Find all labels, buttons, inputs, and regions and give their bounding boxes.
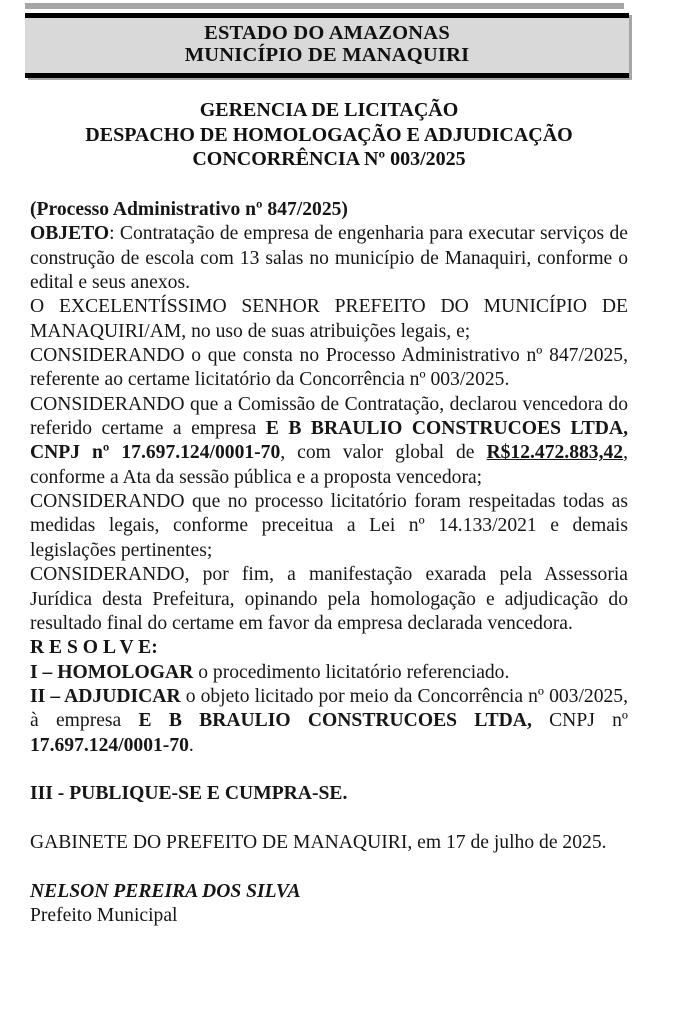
paragraph: GABINETE DO PREFEITO DE MANAQUIRI, em 17 de julho de 2025.	[30, 831, 607, 853]
paragraph: Prefeito Municipal	[30, 904, 178, 926]
paragraph: II – ADJUDICAR o objeto licitado por meio da Concorrência nº 003/2025, à empresa E B BRAULIO CONSTRUCOES LTDA, CNPJ nº 17.697.124/0001-70.	[30, 685, 628, 756]
paragraph: O EXCELENTÍSSIMO SENHOR PREFEITO DO MUNICÍPIO DE MANAQUIRI/AM, no uso de suas atribuições legais, e;	[30, 296, 628, 342]
letterhead-municipality: MUNICÍPIO DE MANAQUIRI	[184, 43, 470, 66]
letterhead-state: ESTADO DO AMAZONAS	[204, 22, 450, 44]
paragraph: III - PUBLIQUE-SE E CUMPRA-SE.	[30, 783, 348, 805]
top-rule-shadow	[25, 3, 624, 9]
blank-line	[30, 855, 628, 879]
paragraph: CONSIDERANDO, por fim, a manifestação exarada pela Assessoria Jurídica desta Prefeitura, opinando pela homologação e adjudicação do resultado final do certame em favor da empresa declarada vencedora.	[30, 564, 628, 634]
title-line-bid-number: CONCORRÊNCIA Nº 003/2025	[192, 148, 466, 170]
paragraph: (Processo Administrativo nº 847/2025)	[30, 199, 348, 220]
paragraph: I – HOMOLOGAR o procedimento licitatório referenciado.	[30, 661, 510, 683]
paragraph: CONSIDERANDO que no processo licitatório foram respeitadas todas as medidas legais, conforme preceitua a Lei nº 14.133/2021 e demais legislações pertinentes;	[30, 491, 628, 561]
paragraph: R E S O L V E:	[30, 637, 158, 659]
title-line-department: GERENCIA DE LICITAÇÃO	[199, 99, 459, 121]
document-text	[30, 198, 628, 928]
paragraph: CONSIDERANDO o que consta no Processo Administrativo nº 847/2025, referente ao certame licitatório da Concorrência nº 003/2025.	[30, 345, 628, 391]
paragraph: CONSIDERANDO que a Comissão de Contratação, declarou vencedora do referido certame a empresa E B BRAULIO CONSTRUCOES LTDA, CNPJ nº 17.697.124/0001-70, com valor global de R$12.472.883,42, conforme a Ata da sessão pública e a proposta vencedora;	[30, 393, 628, 488]
blank-line	[30, 758, 628, 782]
letterhead	[25, 13, 629, 78]
document-title	[30, 98, 628, 172]
blank-line	[30, 807, 628, 831]
paragraph: NELSON PEREIRA DOS SILVA	[30, 880, 301, 902]
title-line-document-type: DESPACHO DE HOMOLOGAÇÃO E ADJUDICAÇÃO	[85, 123, 573, 146]
paragraph: OBJETO: Contratação de empresa de engenharia para executar serviços de construção de escola com 13 salas no município de Manaquiri, conforme o edital e seus anexos.	[30, 223, 628, 294]
